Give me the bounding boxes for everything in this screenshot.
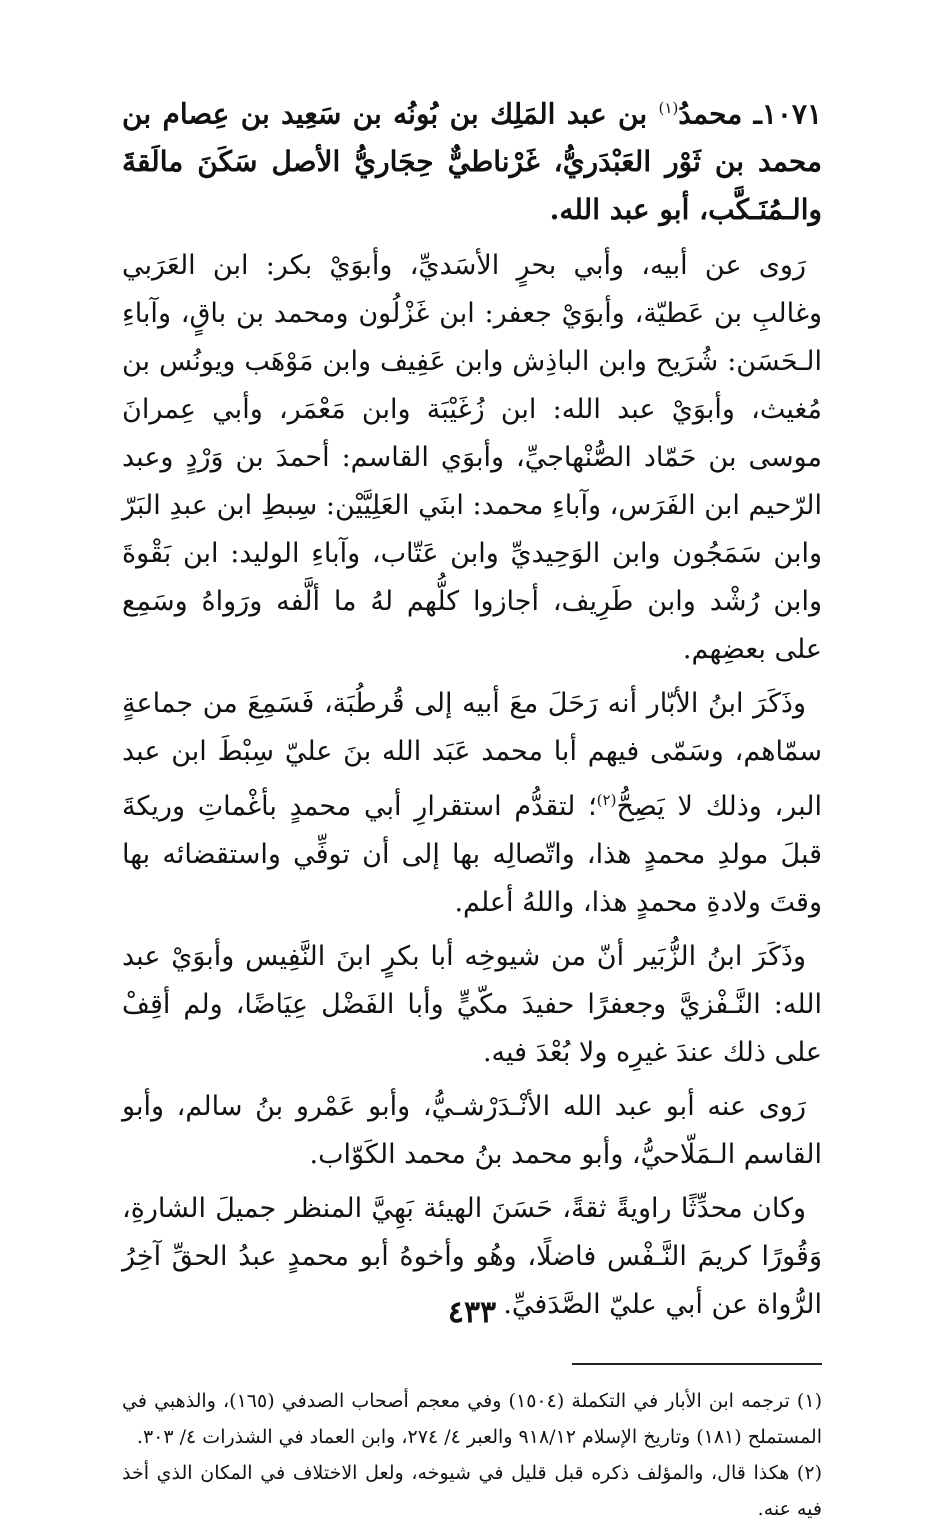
entry-heading-text: بن عبد المَلِك بن بُونُه بن سَعِيد بن عِصام بن محمد بن ثَوْر العَبْدَريُّ، غَرْناطيٌّ حِجَاريُّ الأصل سَكَنَ مالَقةَ والـمُنَـكَّب، أبو عبد الله. bbox=[122, 97, 822, 227]
entry-number: ١٠٧١ـ bbox=[753, 97, 822, 131]
entry-name: محمدُ bbox=[678, 97, 743, 131]
footnote-1: (١) ترجمه ابن الأبار في التكملة (١٥٠٤) وفي معجم أصحاب الصدفي (١٦٥)، والذهبي في المستملح (١٨١) وتاريخ الإسلام ٩١٨/١٢ والعبر ٤/ ٢٧٤، وابن العماد في الشذرات ٤/ ٣٠٣. bbox=[122, 1390, 822, 1449]
paragraph-text: ؛ لتقدُّم استقرارِ أبي محمدٍ بأغْماتِ وريكةَ قبلَ مولدِ محمدٍ هذا، واتّصالِه بها إلى أن توفِّي واستقضائه بها وقتَ ولادةِ محمدٍ هذا، واللهُ أعلم. bbox=[122, 791, 822, 919]
paragraph-ibn-al-zubayr: وذَكَرَ ابنُ الزُّبَير أنّ من شيوخِه أبا بكرٍ ابنَ النَّفِيس وأبوَيْ عبد الله: النَّـفْزيَّ وجعفرًا حفيدَ مكّيٍّ وأبا الفَضْل عِيَاضًا، ولم أقِفْ على ذلك عندَ غيرِه ولا بُعْدَ فيه. bbox=[122, 941, 822, 1069]
footnote-ref-2[interactable]: (٢) bbox=[596, 791, 617, 810]
paragraph-ibn-al-abbar bbox=[122, 680, 822, 927]
footnote-divider bbox=[572, 1363, 822, 1365]
paragraph-students: رَوى عنه أبو عبد الله الأنْـدَرْشـيُّ، وأبو عَمْرو بنُ سالم، وأبو القاسم الـمَلّاحيُّ، وأبو محمد بنُ محمد الكَوّاب. bbox=[122, 1091, 822, 1171]
paragraph-teachers: رَوى عن أبيه، وأبي بحرٍ الأسَديِّ، وأبوَيْ بكر: ابن العَرَبي وغالبِ بن عَطيّة، وأبوَيْ جعفر: ابن غَزْلُون ومحمد بن باقٍ، وآباءِ الـحَسَن: شُرَيح وابن الباذِش وابن عَفِيف وابن مَوْهَب ويونُس بن مُغيث، وأبوَيْ عبد الله: ابن زُغَيْبَة وابن مَعْمَر، وأبي عِمرانَ موسى بن حَمّاد الصُّنْهاجيِّ، وأبوَي القاسم: أحمدَ بن وَرْدٍ وعبد الرّحيم ابن الفَرَس، وآباءِ محمد: ابنَي العَلِيَّيْن: سِبطِ ابن عبدِ البَرّ وابن سَمَجُون وابن الوَحِيديِّ وابن عَتّاب، وآباءِ الوليد: ابن بَقْوةَ وابن رُشْد وابن طَرِيف، أجازوا كلُّهم لهُ ما ألَّفه ورَواهُ وسَمِع على بعضِهم. bbox=[122, 250, 822, 666]
paragraph-description: وكان محدِّثًا راويةً ثقةً، حَسَنَ الهيئة بَهِيَّ المنظر جميلَ الشارةِ، وَقُورًا كريمَ النَّـفْس فاضلًا، وهُو وأخوهُ أبو محمدٍ عبدُ الحقِّ آخِرُ الرُّواة عن أبي عليّ الصَّدَفيِّ. bbox=[122, 1193, 822, 1321]
paragraph-text: وذَكَرَ ابنُ الأبّار أنه رَحَلَ معَ أبيه إلى قُرطُبَة، فَسَمِعَ من جماعةٍ سمّاهم، وسَمّى فيهم أبا محمد عَبَد الله بنَ عليّ سِبْطَ ابن عبد البر، وذلك لا يَصِحُّ bbox=[122, 688, 822, 823]
page-number: ٤٣٣ bbox=[447, 1295, 497, 1330]
entry-heading bbox=[122, 84, 822, 234]
footnote-ref-1[interactable]: (١) bbox=[658, 99, 679, 117]
footnote-2: (٢) هكذا قال، والمؤلف ذكره قبل قليل في شيوخه، ولعل الاختلاف في المكان الذي أخذ فيه عنه. bbox=[122, 1462, 822, 1521]
